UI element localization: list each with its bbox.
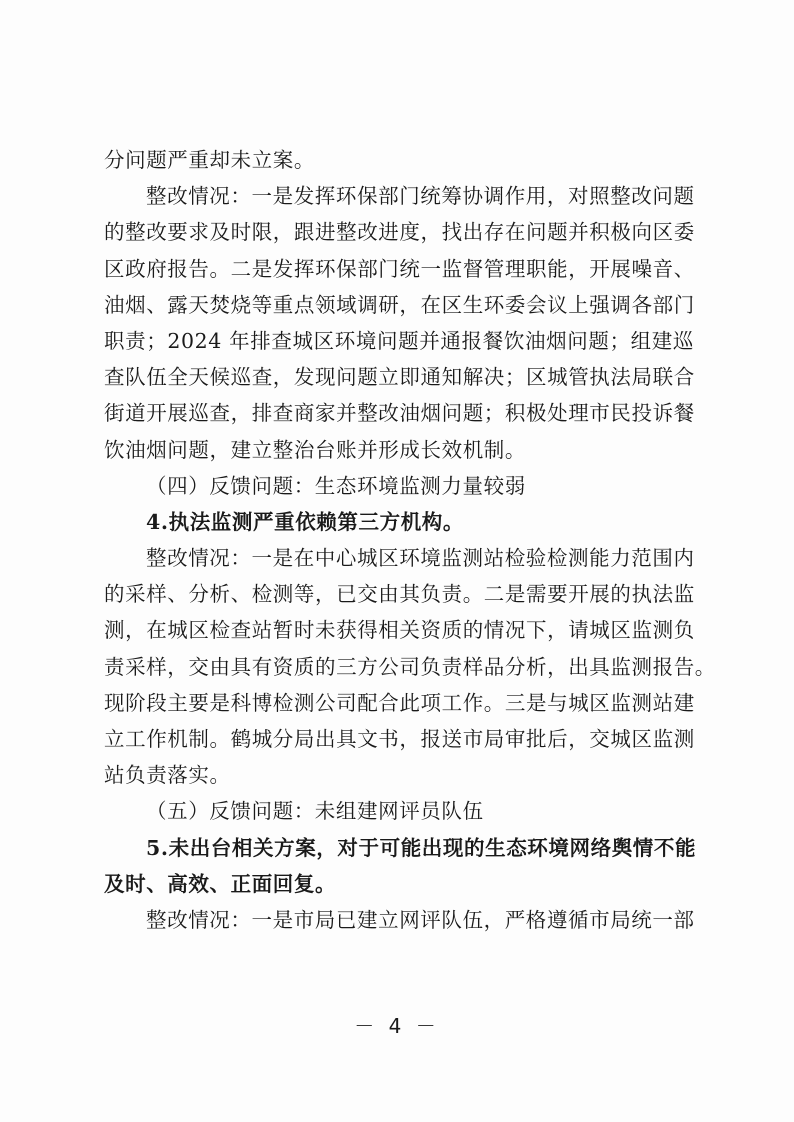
- text-line: （五）反馈问题：未组建网评员队伍: [146, 799, 484, 824]
- text-line: 现阶段主要是科博检测公司配合此项工作。三是与城区监测站建: [104, 690, 695, 715]
- heading-line: 4.执法监测严重依赖第三方机构。: [146, 509, 464, 534]
- text-line: 责采样，交由具有资质的三方公司负责样品分析，出具监测报告。: [104, 654, 716, 679]
- text-line: 立工作机制。鹤城分局出具文书，报送市局审批后，交城区监测: [104, 727, 695, 751]
- text-line: 区政府报告。二是发挥环保部门统一监督管理职能，开展噪音、: [104, 256, 695, 281]
- text-line: 的整改要求及时限，跟进整改进度，找出存在问题并积极向区委: [104, 220, 695, 245]
- text-line: 整改情况：一是市局已建立网评队伍，严格遵循市局统一部: [146, 907, 695, 932]
- text-line: 街道开展巡查，排查商家并整改油烟问题；积极处理市民投诉餐: [104, 401, 695, 426]
- text-line: 的采样、分析、检测等，已交由其负责。二是需要开展的执法监: [104, 582, 695, 607]
- text-line: 测，在城区检查站暂时未获得相关资质的情况下，请城区监测负: [104, 618, 695, 643]
- text-line: 整改情况：一是在中心城区环境监测站检验检测能力范围内: [146, 546, 695, 571]
- page-number: － 4 －: [354, 1014, 440, 1038]
- document-body: [104, 142, 716, 938]
- text-line: （四）反馈问题：生态环境监测力量较弱: [146, 473, 526, 498]
- text-line: 油烟、露天焚烧等重点领域调研，在区生环委会议上强调各部门: [104, 292, 695, 317]
- text-line: 整改情况：一是发挥环保部门统筹协调作用，对照整改问题: [146, 184, 695, 209]
- heading-line: 及时、高效、正面回复。: [104, 871, 337, 896]
- text-line: 站负责落实。: [104, 763, 231, 788]
- heading-line: 5.未出台相关方案，对于可能出现的生态环境网络舆情不能: [146, 835, 697, 860]
- text-line: 分问题严重却未立案。: [104, 148, 315, 172]
- text-line: 查队伍全天候巡查，发现问题立即通知解决；区城管执法局联合: [104, 365, 695, 390]
- text-line: 饮油烟问题，建立整治台账并形成长效机制。: [104, 437, 526, 462]
- text-line: 职责；2024 年排查城区环境问题并通报餐饮油烟问题；组建巡: [104, 328, 694, 353]
